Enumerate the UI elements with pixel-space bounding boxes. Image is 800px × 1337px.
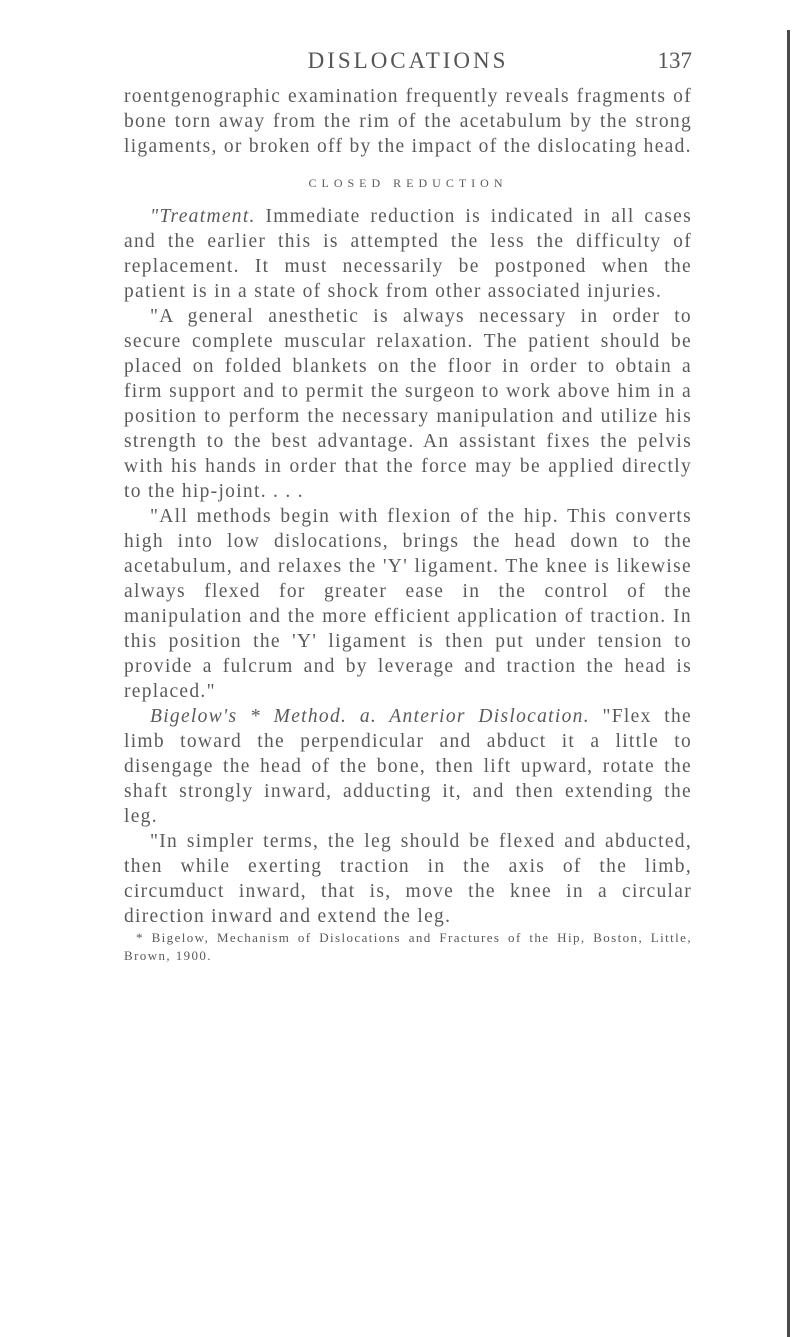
treatment-text: Immediate reduction is indicated in all cases and the earlier this is attempted the less the difficulty of replacement. It must necessarily be postponed when the patient is in a state of shock from other associated injuries. — [124, 206, 692, 302]
section-heading: CLOSED REDUCTION — [308, 176, 508, 190]
paragraph-treatment — [124, 204, 692, 304]
paragraph-continued: roentgenographic examination frequently reveals fragments of bone torn away from the rim of the acetabulum by the strong ligaments, or broken off by the impact of the dislocating head. — [124, 86, 692, 157]
paragraph-simpler-terms: "In simpler terms, the leg should be flexed and abducted, then while exerting traction in the axis of the limb, circumduct inward, that is, move the knee in a circular direction inward and extend the leg. — [124, 831, 692, 927]
method-text: "Flex the limb toward the perpendicular and abduct it a little to disengage the head of the bone, then lift upward, rotate the shaft strongly inward, adducting it, and then extending the leg. — [124, 706, 692, 827]
page-body — [124, 84, 692, 965]
treatment-label: "Treatment. — [150, 206, 256, 227]
paragraph-methods: "All methods begin with flexion of the hip. This converts high into low dislocations, brings the head down to the acetabulum, and relaxes the 'Y' ligament. The knee is likewise always flexed for greater ease in the control of the manipulation and the more efficient application of traction. In this position the 'Y' ligament is then put under tension to provide a fulcrum and by leverage and traction the head is replaced." — [124, 506, 692, 702]
method-label: Bigelow's * Method. a. Anterior Dislocation. — [150, 706, 590, 727]
paragraph-bigelow-method — [124, 704, 692, 829]
footnote: * Bigelow, Mechanism of Dislocations and Fractures of the Hip, Boston, Little, Brown, 1900. — [124, 930, 692, 963]
page-number: 137 — [657, 48, 692, 73]
running-head: DISLOCATIONS — [307, 48, 509, 73]
paragraph-anesthetic: "A general anesthetic is always necessary in order to secure complete muscular relaxation. The patient should be placed on folded blankets on the floor in order to obtain a firm support and to permit the surgeon to work above him in a position to perform the necessary manipulation and utilize his strength to the best advantage. An assistant fixes the pelvis with his hands in order that the force may be applied directly to the hip-joint. . . . — [124, 306, 692, 502]
page-edge-rule — [787, 30, 790, 1337]
page-header — [124, 48, 692, 82]
